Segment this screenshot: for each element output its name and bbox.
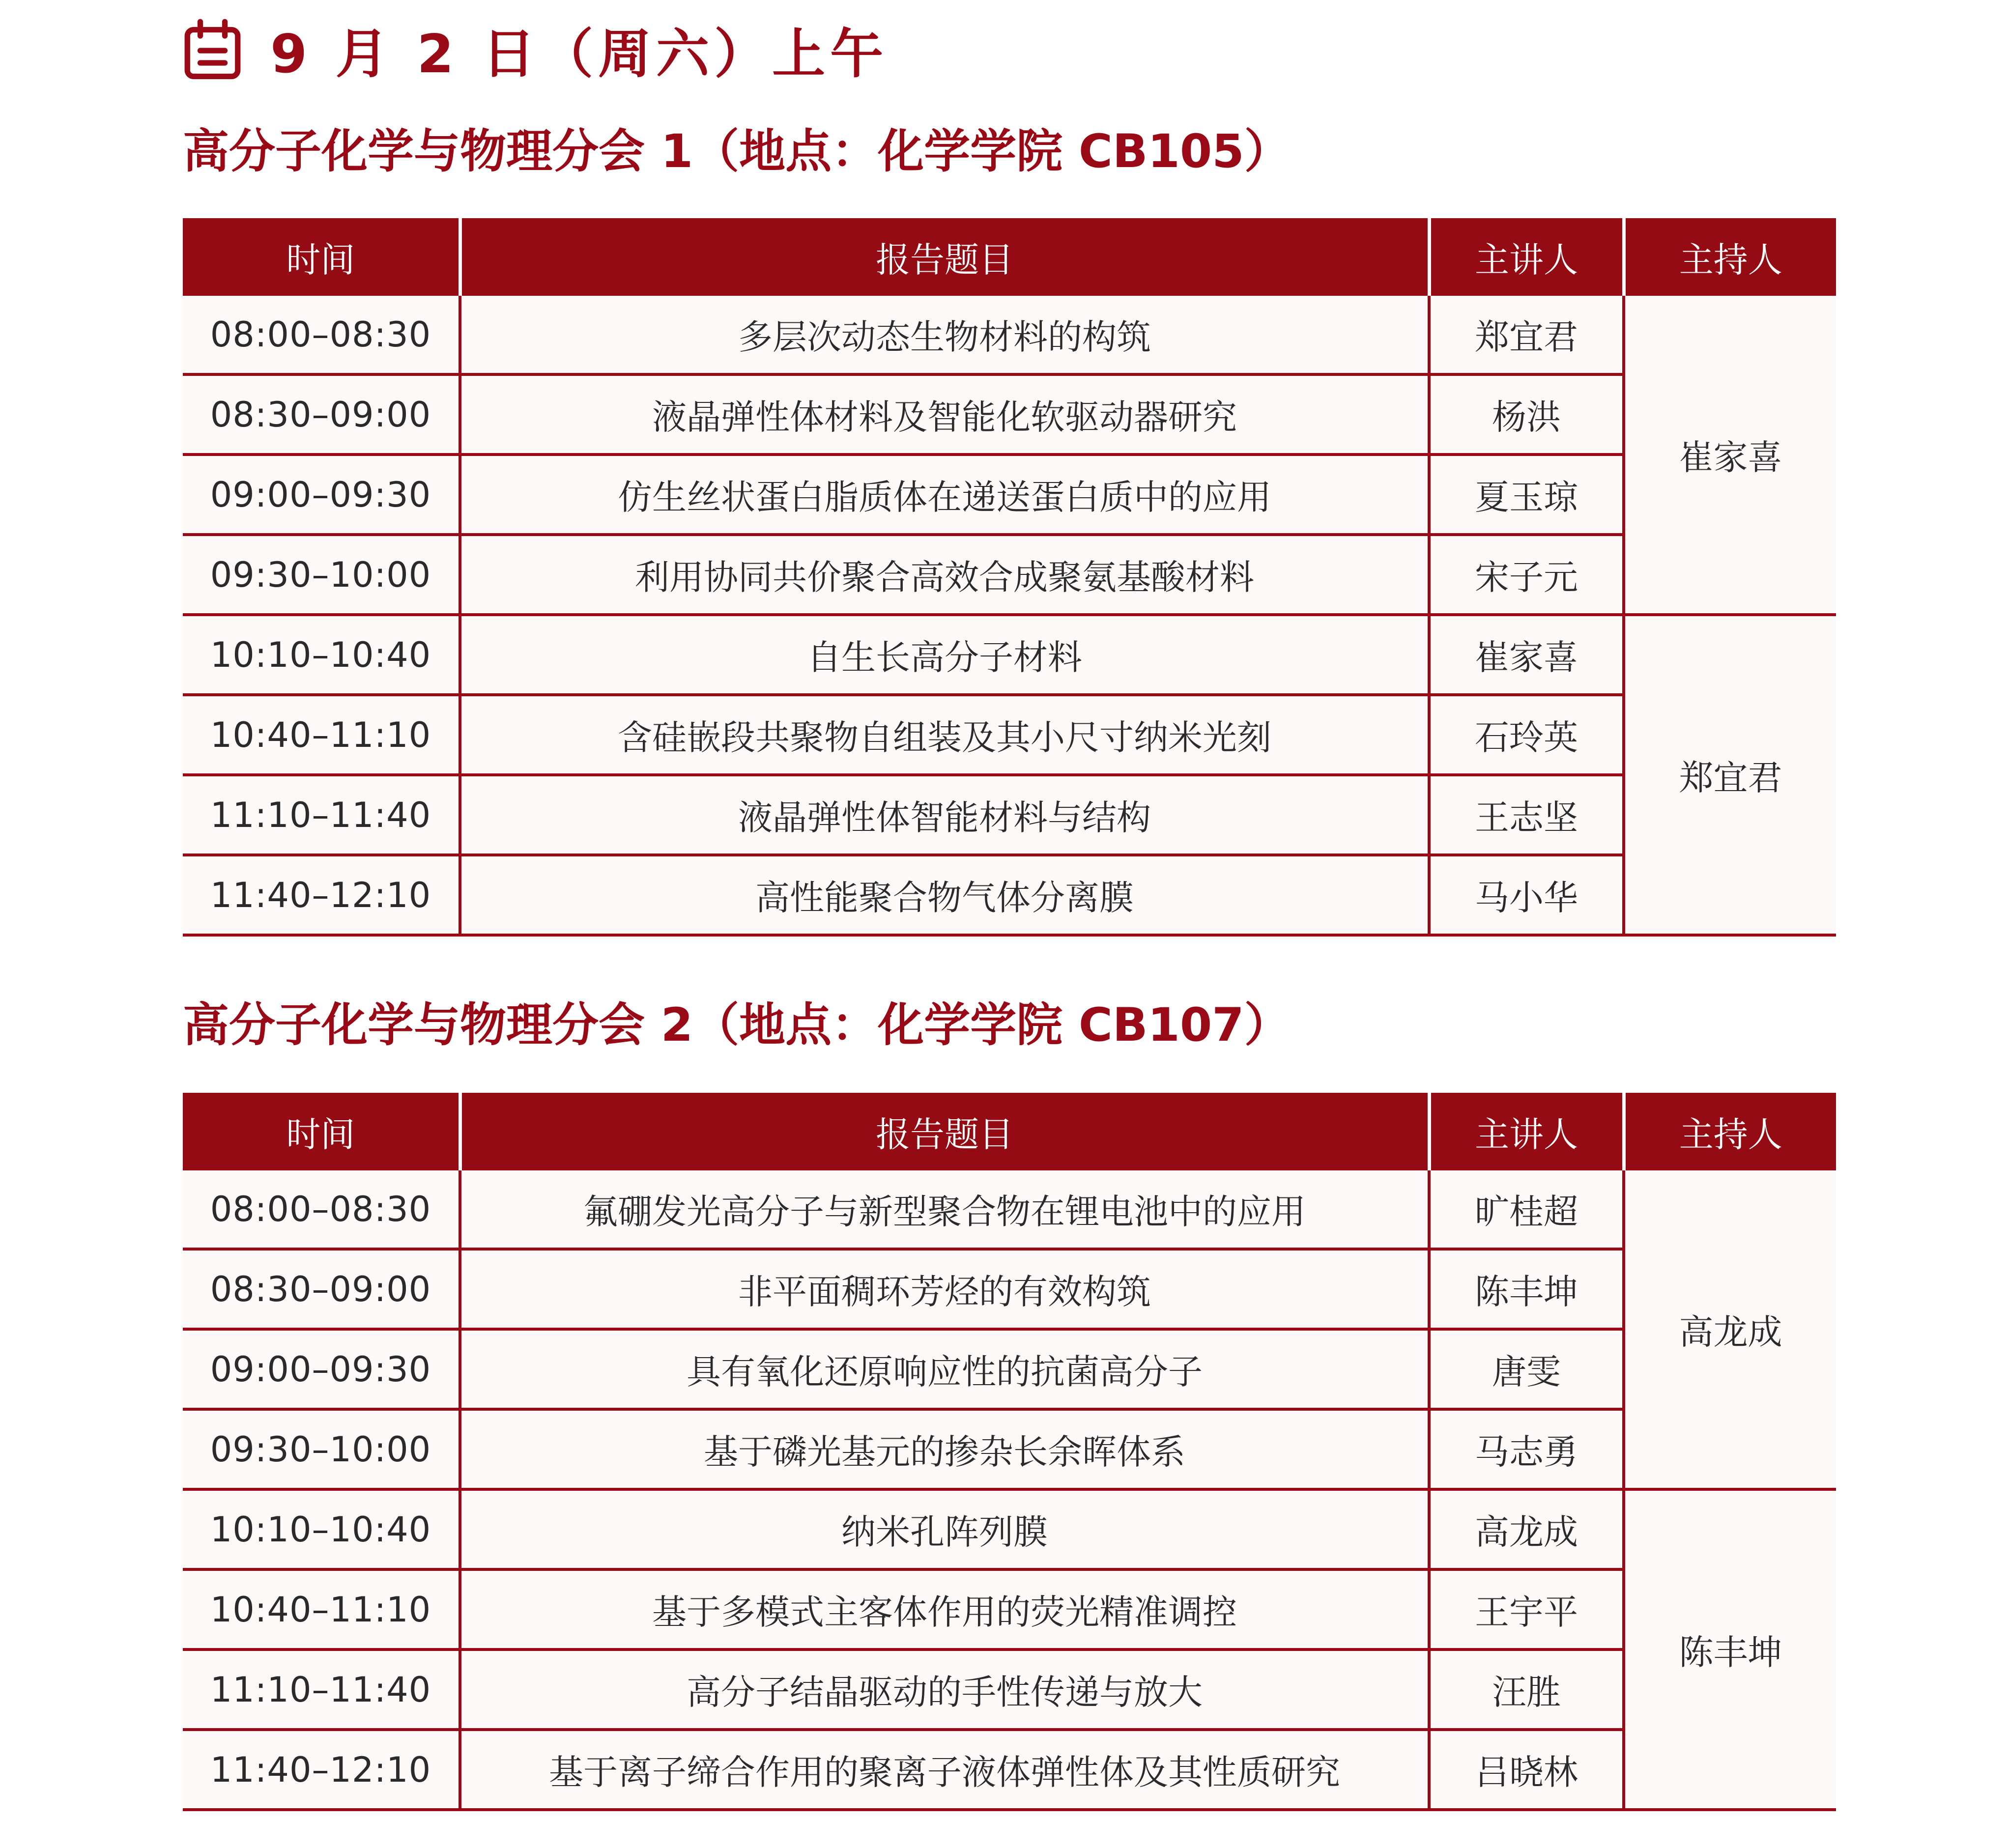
table-row: [183, 1170, 1836, 1249]
host-cell: 高龙成: [1624, 1170, 1836, 1489]
speaker-cell: 汪胜: [1429, 1649, 1624, 1730]
table-row: [183, 1569, 1836, 1649]
host-cell: 陈丰坤: [1624, 1489, 1836, 1810]
table-row: [183, 1649, 1836, 1730]
topic-cell: 多层次动态生物材料的构筑: [460, 296, 1429, 374]
column-header-host: 主持人: [1624, 1093, 1836, 1170]
time-cell: 09:00–09:30: [183, 1329, 460, 1409]
column-header-topic: 报告题目: [460, 1093, 1429, 1170]
table-row: [183, 1489, 1836, 1569]
topic-cell: 自生长高分子材料: [460, 615, 1429, 695]
time-cell: 11:40–12:10: [183, 855, 460, 935]
table-row: [183, 455, 1836, 535]
time-cell: 08:00–08:30: [183, 1170, 460, 1249]
time-cell: 10:40–11:10: [183, 695, 460, 775]
topic-cell: 液晶弹性体智能材料与结构: [460, 775, 1429, 855]
speaker-cell: 石玲英: [1429, 695, 1624, 775]
column-header-time: 时间: [183, 218, 460, 296]
time-cell: 09:30–10:00: [183, 535, 460, 615]
host-cell: 郑宜君: [1624, 615, 1836, 935]
speaker-cell: 王志坚: [1429, 775, 1624, 855]
session-2-title: 高分子化学与物理分会 2（地点：化学学院 CB107）: [183, 998, 1291, 1052]
topic-cell: 利用协同共价聚合高效合成聚氨基酸材料: [460, 535, 1429, 615]
speaker-cell: 马志勇: [1429, 1409, 1624, 1489]
table-header-row: [183, 1093, 1836, 1170]
time-cell: 11:40–12:10: [183, 1730, 460, 1810]
session-1-title: 高分子化学与物理分会 1（地点：化学学院 CB105）: [183, 125, 1291, 178]
table-row: [183, 855, 1836, 935]
speaker-cell: 马小华: [1429, 855, 1624, 935]
time-cell: 11:10–11:40: [183, 1649, 460, 1730]
time-cell: 10:10–10:40: [183, 615, 460, 695]
speaker-cell: 吕晓林: [1429, 1730, 1624, 1810]
speaker-cell: 杨洪: [1429, 374, 1624, 455]
session-2-schedule-table: [183, 1093, 1836, 1811]
session-1-schedule-table: [183, 218, 1836, 937]
speaker-cell: 夏玉琼: [1429, 455, 1624, 535]
column-header-speaker: 主讲人: [1429, 1093, 1624, 1170]
table-row: [183, 615, 1836, 695]
speaker-cell: 唐雯: [1429, 1329, 1624, 1409]
time-cell: 11:10–11:40: [183, 775, 460, 855]
time-cell: 10:10–10:40: [183, 1489, 460, 1569]
table-row: [183, 1329, 1836, 1409]
topic-cell: 仿生丝状蛋白脂质体在递送蛋白质中的应用: [460, 455, 1429, 535]
table-header-row: [183, 218, 1836, 296]
topic-cell: 氟硼发光高分子与新型聚合物在锂电池中的应用: [460, 1170, 1429, 1249]
date-header: [182, 10, 888, 88]
speaker-cell: 高龙成: [1429, 1489, 1624, 1569]
time-cell: 10:40–11:10: [183, 1569, 460, 1649]
speaker-cell: 崔家喜: [1429, 615, 1624, 695]
speaker-cell: 郑宜君: [1429, 296, 1624, 374]
time-cell: 09:00–09:30: [183, 455, 460, 535]
topic-cell: 基于离子缔合作用的聚离子液体弹性体及其性质研究: [460, 1730, 1429, 1810]
table-row: [183, 695, 1836, 775]
topic-cell: 基于多模式主客体作用的荧光精准调控: [460, 1569, 1429, 1649]
date-title: 9 月 2 日（周六）上午: [270, 23, 889, 85]
table-row: [183, 1409, 1836, 1489]
topic-cell: 具有氧化还原响应性的抗菌高分子: [460, 1329, 1429, 1409]
column-header-time: 时间: [183, 1093, 460, 1170]
calendar-icon: [182, 19, 243, 80]
time-cell: 09:30–10:00: [183, 1409, 460, 1489]
column-header-topic: 报告题目: [460, 218, 1429, 296]
table-row: [183, 1730, 1836, 1810]
speaker-cell: 旷桂超: [1429, 1170, 1624, 1249]
speaker-cell: 宋子元: [1429, 535, 1624, 615]
table-row: [183, 1249, 1836, 1329]
topic-cell: 高分子结晶驱动的手性传递与放大: [460, 1649, 1429, 1730]
time-cell: 08:30–09:00: [183, 374, 460, 455]
topic-cell: 高性能聚合物气体分离膜: [460, 855, 1429, 935]
table-row: [183, 296, 1836, 374]
table-row: [183, 535, 1836, 615]
topic-cell: 非平面稠环芳烃的有效构筑: [460, 1249, 1429, 1329]
topic-cell: 含硅嵌段共聚物自组装及其小尺寸纳米光刻: [460, 695, 1429, 775]
table-row: [183, 374, 1836, 455]
table-row: [183, 775, 1836, 855]
time-cell: 08:30–09:00: [183, 1249, 460, 1329]
host-cell: 崔家喜: [1624, 296, 1836, 615]
topic-cell: 基于磷光基元的掺杂长余晖体系: [460, 1409, 1429, 1489]
topic-cell: 液晶弹性体材料及智能化软驱动器研究: [460, 374, 1429, 455]
speaker-cell: 王宇平: [1429, 1569, 1624, 1649]
speaker-cell: 陈丰坤: [1429, 1249, 1624, 1329]
column-header-speaker: 主讲人: [1429, 218, 1624, 296]
topic-cell: 纳米孔阵列膜: [460, 1489, 1429, 1569]
column-header-host: 主持人: [1624, 218, 1836, 296]
time-cell: 08:00–08:30: [183, 296, 460, 374]
